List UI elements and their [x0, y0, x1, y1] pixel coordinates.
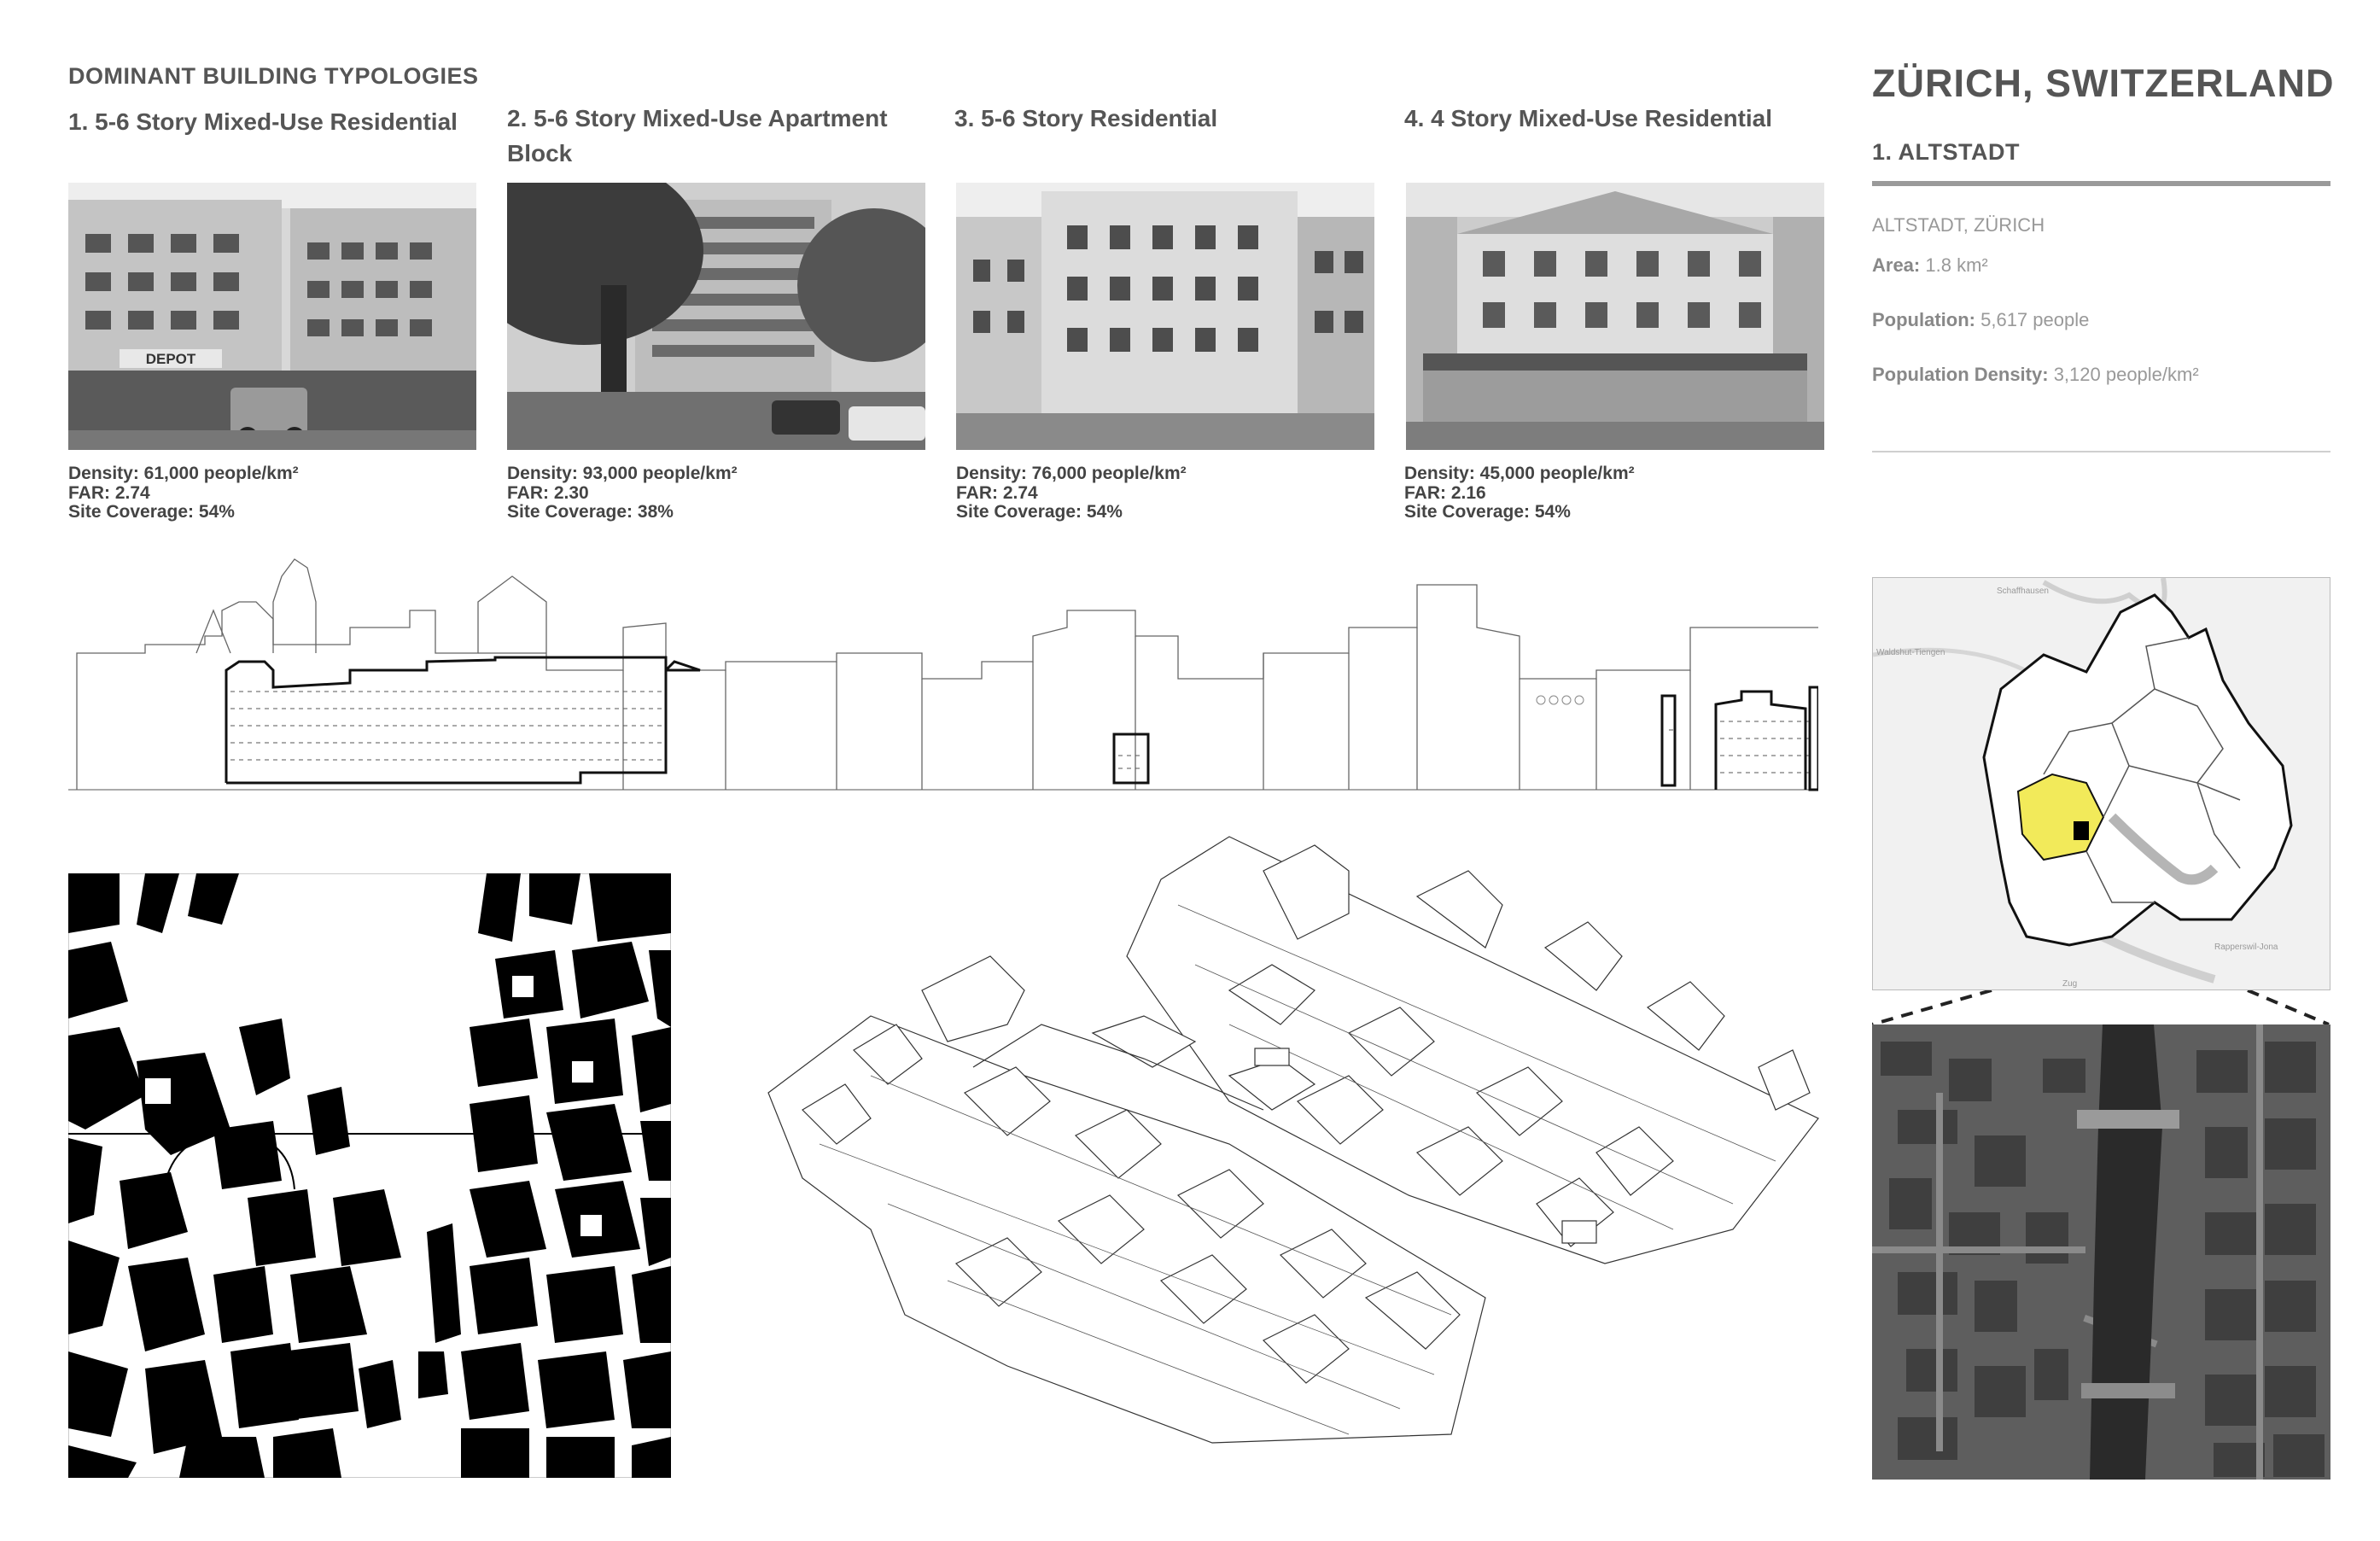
population-fact [1872, 309, 2089, 331]
canton-locator-map [1872, 577, 2330, 990]
area-fact [1872, 254, 1988, 277]
place-label: Schaffhausen [1997, 587, 2049, 596]
fact-label: Population Density: [1872, 364, 2049, 385]
fact-label: Area: [1872, 254, 1921, 276]
typology-1-photo [68, 183, 476, 450]
fact-value: 1.8 km² [1925, 254, 1988, 276]
district-subtitle: ALTSTADT, ZÜRICH [1872, 214, 2045, 236]
fact-label: Population: [1872, 309, 1975, 330]
section-heading: DOMINANT BUILDING TYPOLOGIES [68, 63, 479, 89]
figure-ground-plan [68, 873, 671, 1478]
typology-1-title: 1. 5-6 Story Mixed-Use Residential [68, 108, 458, 135]
density-value: Density: 45,000 people/km² [1404, 464, 1635, 483]
title-divider [1872, 181, 2330, 186]
typology-3-stats [956, 464, 1187, 522]
far-value: FAR: 2.16 [1404, 482, 1486, 503]
density-fact [1872, 364, 2199, 386]
city-title: ZÜRICH, SWITZERLAND [1872, 61, 2335, 105]
map-zoom-connector [1872, 990, 2330, 1026]
typology-2-stats [507, 464, 738, 522]
typology-2-title: 2. 5-6 Story Mixed-Use Apartment Block [507, 105, 888, 166]
shop-sign-text: DEPOT [145, 351, 196, 367]
site-coverage-value: Site Coverage: 38% [507, 502, 674, 522]
place-label: Rapperswil-Jona [2214, 943, 2278, 952]
typology-4-title: 4. 4 Story Mixed-Use Residential [1404, 105, 1773, 131]
far-value: FAR: 2.74 [68, 482, 150, 503]
street-elevation-drawing [68, 542, 1818, 798]
place-label: Waldshut-Tiengen [1876, 648, 1945, 657]
axonometric-drawing [751, 820, 1827, 1451]
site-coverage-value: Site Coverage: 54% [956, 502, 1123, 522]
fact-value: 3,120 people/km² [2053, 364, 2199, 385]
typology-1-stats [68, 464, 299, 522]
far-value: FAR: 2.30 [507, 482, 589, 503]
site-coverage-value: Site Coverage: 54% [1404, 502, 1571, 522]
typology-4-stats [1404, 464, 1635, 522]
place-label: Zug [2062, 979, 2078, 989]
typology-3-title: 3. 5-6 Story Residential [954, 105, 1218, 131]
typology-2-photo [507, 183, 925, 450]
density-value: Density: 93,000 people/km² [507, 464, 738, 483]
district-title: 1. ALTSTADT [1872, 139, 2020, 165]
density-value: Density: 61,000 people/km² [68, 464, 299, 483]
density-value: Density: 76,000 people/km² [956, 464, 1187, 483]
facts-divider [1872, 451, 2330, 452]
district-marker [2074, 821, 2089, 840]
aerial-image [1872, 1024, 2330, 1480]
typology-3-photo [956, 183, 1374, 450]
typology-4-photo [1406, 183, 1824, 450]
far-value: FAR: 2.74 [956, 482, 1038, 503]
fact-value: 5,617 people [1980, 309, 2090, 330]
site-coverage-value: Site Coverage: 54% [68, 502, 235, 522]
